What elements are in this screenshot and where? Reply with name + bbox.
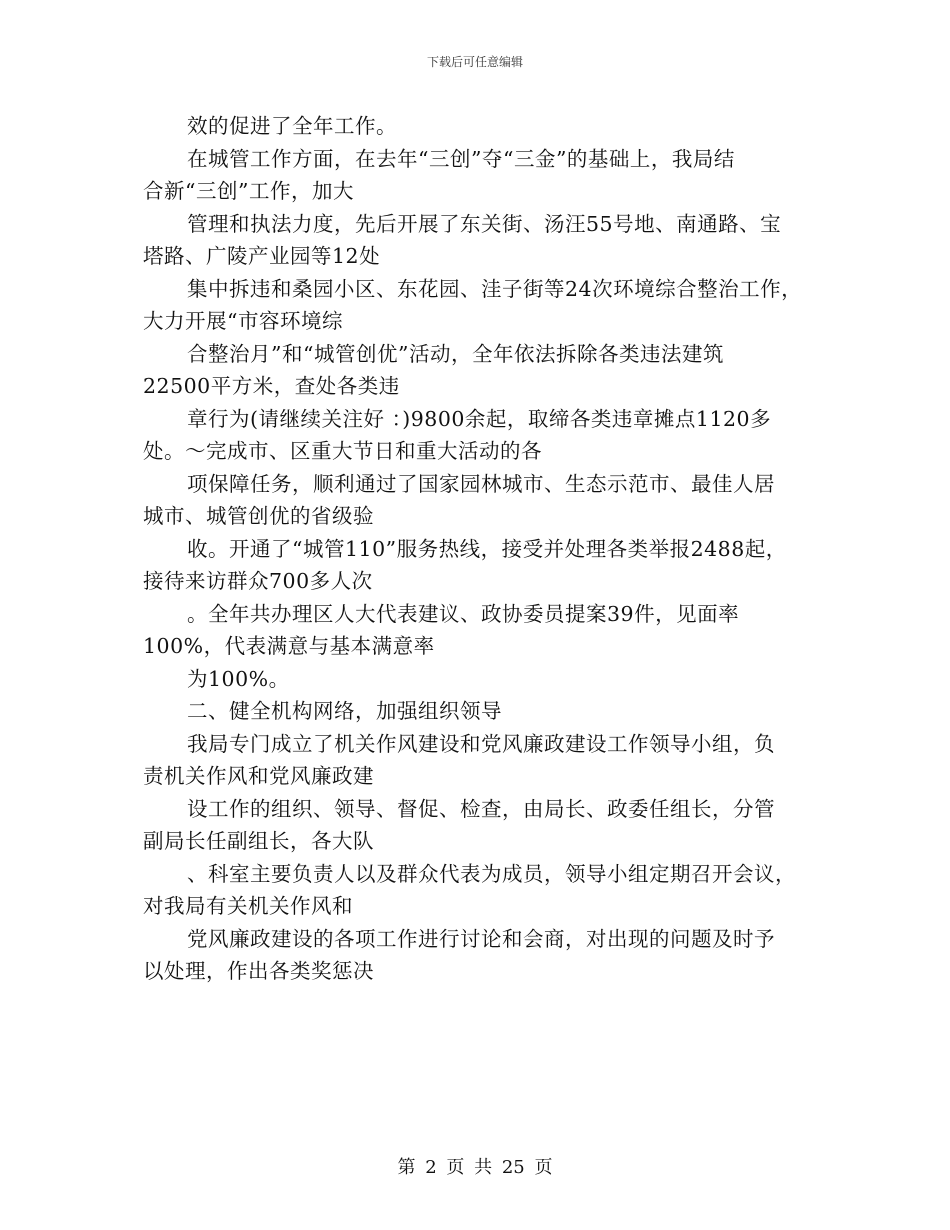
paragraph-line: 22500平方米，查处各类违: [143, 374, 400, 398]
paragraph-line: 对我局有关机关作风和: [143, 894, 353, 918]
paragraph-line: 。全年共办理区人大代表建议、政协委员提案39件，见面率: [187, 601, 740, 626]
paragraph-line: 党风廉政建设的各项工作进行讨论和会商，对出现的问题及时予: [187, 926, 775, 951]
paragraph-line: 管理和执法力度，先后开展了东关街、汤汪55号地、南通路、宝: [187, 211, 782, 236]
paragraph-line: 合新“三创”工作，加大: [143, 179, 354, 203]
paragraph-line: 副局长任副组长，各大队: [143, 829, 374, 853]
paragraph-line: 为100%。: [187, 666, 290, 691]
paragraph-line: 城市、城管创优的省级验: [143, 504, 374, 528]
document-body: [143, 110, 823, 988]
paragraph-line: 章行为(请继续关注好 ：)9800余起，取缔各类违章摊点1120多: [187, 406, 772, 431]
paragraph-line: 塔路、广陵产业园等12处: [143, 244, 381, 268]
paragraph-line: 、科室主要负责人以及群众代表为成员，领导小组定期召开会议，: [187, 861, 796, 886]
paragraph-line: 合整治月”和“城管创优”活动，全年依法拆除各类违法建筑: [187, 341, 724, 366]
paragraph-line: 100%，代表满意与基本满意率: [143, 634, 435, 658]
paragraph-line: 在城管工作方面，在去年“三创”夺“三金”的基础上，我局结: [187, 146, 735, 171]
paragraph-line: 处。～完成市、区重大节日和重大活动的各: [143, 439, 542, 463]
section-heading: 二、健全机构网络，加强组织领导: [187, 699, 502, 723]
paragraph-line: 集中拆违和桑园小区、东花园、洼子街等24次环境综合整治工作，: [187, 276, 803, 301]
paragraph-line: 责机关作风和党风廉政建: [143, 764, 374, 788]
paragraph-line: 我局专门成立了机关作风建设和党风廉政建设工作领导小组，负: [187, 731, 775, 756]
paragraph-line: 效的促进了全年工作。: [187, 114, 397, 138]
page-header: 下载后可任意编辑: [426, 55, 523, 69]
paragraph-line: 收。开通了“城管110”服务热线，接受并处理各类举报2488起，: [187, 536, 787, 561]
paragraph-line: 以处理，作出各类奖惩决: [143, 959, 374, 983]
page-number-footer: 第 2 页 共 25 页: [397, 1157, 553, 1178]
paragraph-line: 大力开展“市容环境综: [143, 309, 343, 333]
paragraph-line: 设工作的组织、领导、督促、检查，由局长、政委任组长，分管: [187, 796, 775, 821]
paragraph-line: 接待来访群众700多人次: [143, 569, 373, 593]
paragraph-line: 项保障任务，顺利通过了国家园林城市、生态示范市、最佳人居: [187, 471, 775, 496]
